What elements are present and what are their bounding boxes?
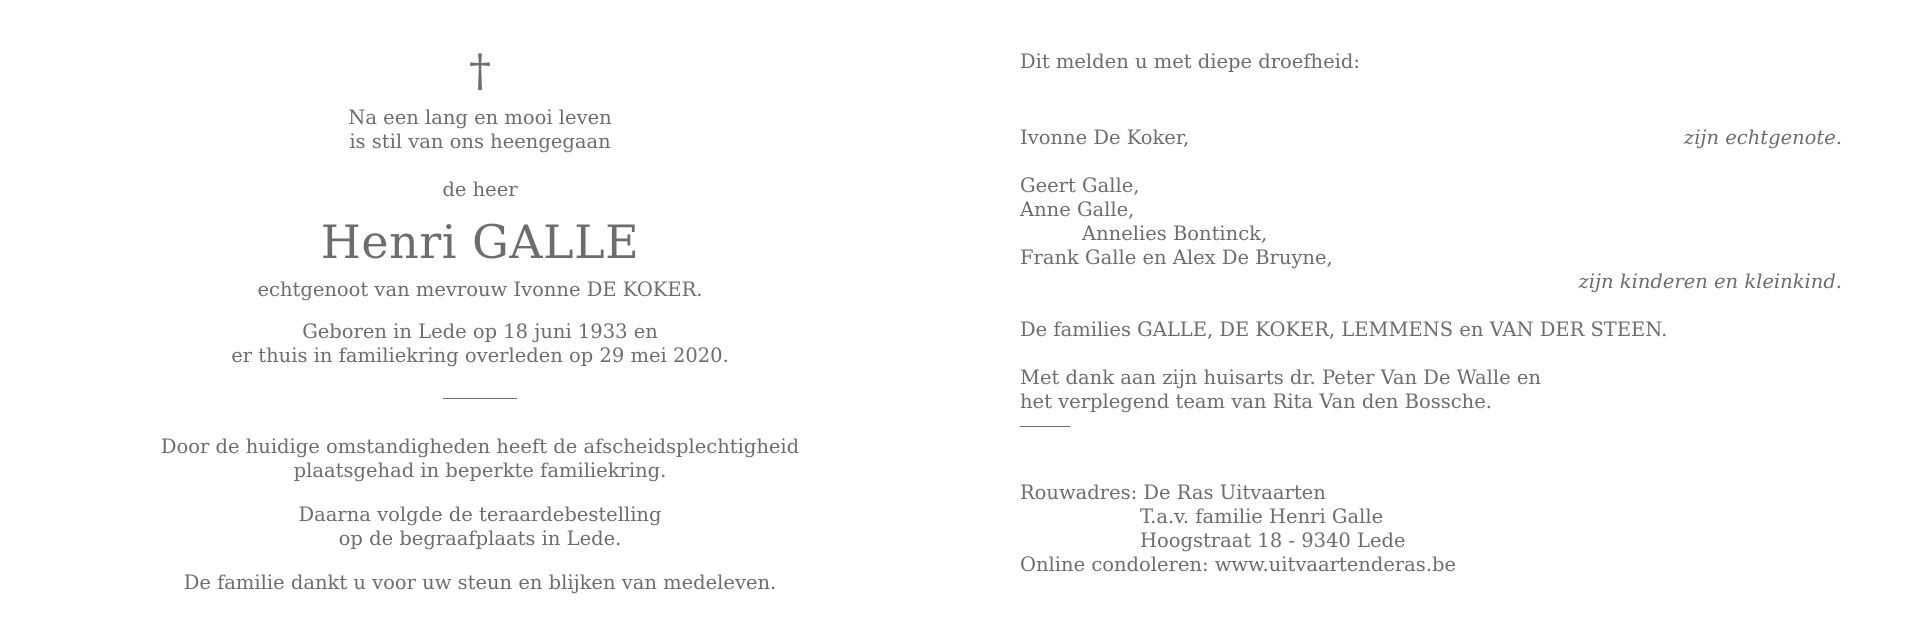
announcement-left-column bbox=[120, 46, 840, 595]
honorific-title: de heer bbox=[442, 178, 518, 201]
children-role-row bbox=[1020, 270, 1842, 294]
spouse-row bbox=[1020, 126, 1842, 150]
notice-line-2: plaatsgehad in beperkte familiekring. bbox=[293, 459, 667, 482]
doctor-thanks-line-1: Met dank aan zijn huisarts dr. Peter Van De Walle en bbox=[1020, 366, 1541, 389]
intro-line-1: Na een lang en mooi leven bbox=[348, 106, 612, 129]
address-line-2: T.a.v. familie Henri Galle bbox=[1140, 505, 1384, 528]
notice-line-1: Door de huidige omstandigheden heeft de afscheidsplechtigheid bbox=[160, 435, 800, 458]
address-line-3: Hoogstraat 18 - 9340 Lede bbox=[1140, 529, 1406, 552]
doctor-thanks-line-2: het verplegend team van Rita Van den Bossche. bbox=[1020, 390, 1492, 413]
born-line-1: Geboren in Lede op 18 juni 1933 en bbox=[302, 320, 658, 343]
child-name: Frank Galle en Alex De Bruyne, bbox=[1020, 246, 1333, 269]
spouse-role: zijn echtgenote. bbox=[1683, 126, 1842, 149]
mourning-header: Dit melden u met diepe droefheid: bbox=[1020, 50, 1360, 73]
deceased-name: Henri GALLE bbox=[320, 215, 640, 269]
spouse-name: Ivonne De Koker, bbox=[1020, 126, 1190, 149]
families-line: De families GALLE, DE KOKER, LEMMENS en VAN DER STEEN. bbox=[1020, 318, 1668, 341]
children-role: zijn kinderen en kleinkind. bbox=[1578, 270, 1842, 293]
announcement-right-column bbox=[1020, 50, 1842, 577]
divider-rule bbox=[443, 398, 517, 399]
burial-line-2: op de begraafplaats in Lede. bbox=[338, 527, 622, 550]
cross-icon: † bbox=[469, 46, 491, 97]
child-name: Geert Galle, bbox=[1020, 174, 1140, 197]
address-label-line: Rouwadres: De Ras Uitvaarten bbox=[1020, 481, 1326, 504]
online-condolence-line: Online condoleren: www.uitvaartenderas.be bbox=[1020, 553, 1457, 576]
intro-line-2: is stil van ons heengegaan bbox=[349, 130, 611, 153]
born-line-2: er thuis in familiekring overleden op 29 mei 2020. bbox=[231, 344, 729, 367]
spouse-line: echtgenoot van mevrouw Ivonne DE KOKER. bbox=[257, 278, 703, 301]
burial-line-1: Daarna volgde de teraardebestelling bbox=[298, 503, 662, 526]
child-partner-name: Annelies Bontinck, bbox=[1082, 222, 1268, 245]
child-name: Anne Galle, bbox=[1020, 198, 1135, 221]
family-thanks: De familie dankt u voor uw steun en blijken van medeleven. bbox=[183, 571, 777, 594]
